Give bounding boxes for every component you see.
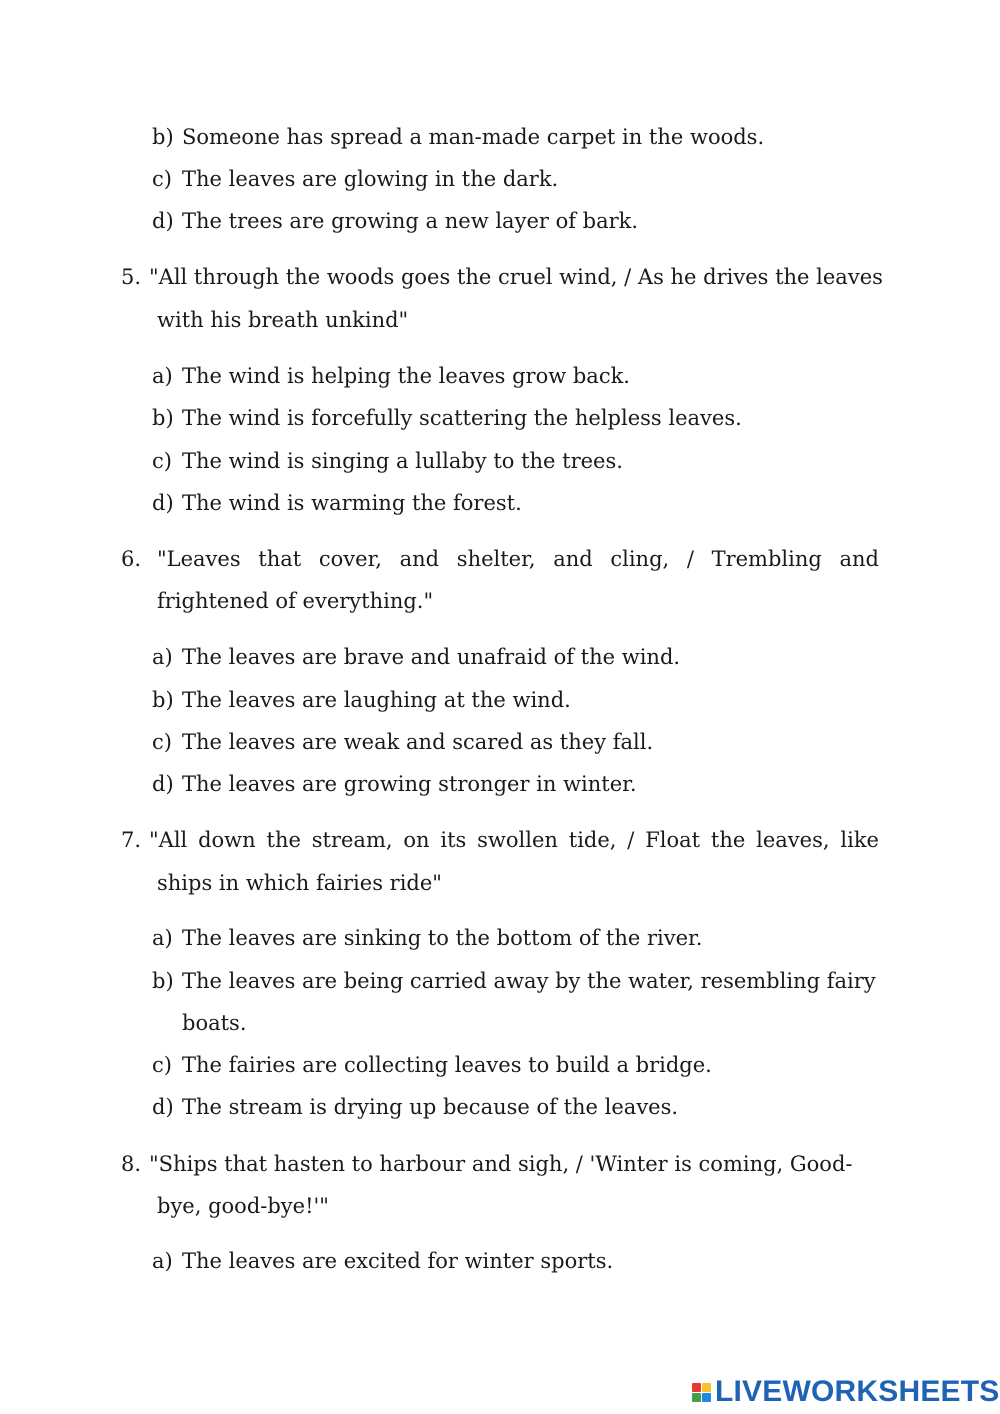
word: that <box>258 547 302 571</box>
option-text: The wind is warming the forest. <box>182 491 522 515</box>
word: leaves, <box>756 828 830 852</box>
q4-option-b[interactable] <box>152 123 764 151</box>
word: the <box>266 828 301 852</box>
option-text: The trees are growing a new layer of bark. <box>182 209 639 233</box>
option-text: The leaves are brave and unafraid of the wind. <box>182 645 681 669</box>
q8-prompt-line1 <box>121 1150 879 1178</box>
word: Float <box>645 828 701 852</box>
word: and <box>839 547 879 571</box>
option-text: The leaves are being carried away by the water, resembling fairy <box>182 969 876 993</box>
word: its <box>440 828 467 852</box>
q6-option-d[interactable] <box>152 770 637 798</box>
option-label: d) <box>152 772 174 796</box>
question-text: "Ships that hasten to harbour and sigh, / 'Winter is coming, Good- <box>149 1152 853 1176</box>
q5-option-b[interactable] <box>152 404 742 432</box>
word: like <box>840 828 879 852</box>
logo-square <box>702 1383 711 1392</box>
option-text: Someone has spread a man-made carpet in the woods. <box>182 125 765 149</box>
q5-option-a[interactable] <box>152 362 630 390</box>
word: and <box>553 547 593 571</box>
word: cover, <box>318 547 382 571</box>
option-label: a) <box>152 364 173 388</box>
word: on <box>403 828 430 852</box>
option-text: The leaves are weak and scared as they fall. <box>182 730 654 754</box>
question-number: 6. <box>121 547 142 571</box>
option-text: The fairies are collecting leaves to build a bridge. <box>182 1053 712 1077</box>
option-text: The leaves are sinking to the bottom of the river. <box>182 926 703 950</box>
q5-option-d[interactable] <box>152 489 522 517</box>
word: Trembling <box>711 547 822 571</box>
word: "Leaves <box>157 547 241 571</box>
word: / <box>686 547 694 571</box>
option-label: a) <box>152 926 173 950</box>
option-label: d) <box>152 1095 174 1119</box>
q6-option-a[interactable] <box>152 643 680 671</box>
option-text: The leaves are growing stronger in winter. <box>182 772 637 796</box>
q4-option-c[interactable] <box>152 165 558 193</box>
option-label: c) <box>152 730 172 754</box>
q4-option-d[interactable] <box>152 207 638 235</box>
word: and <box>399 547 440 571</box>
q5-prompt-line1 <box>121 263 883 291</box>
option-text: The leaves are laughing at the wind. <box>182 688 571 712</box>
logo-square <box>702 1393 711 1402</box>
question-number: 8. <box>121 1152 142 1176</box>
option-text: The stream is drying up because of the leaves. <box>182 1095 679 1119</box>
word: the <box>710 828 746 852</box>
word: stream, <box>311 828 393 852</box>
word: shelter, <box>456 547 536 571</box>
word: / <box>627 828 635 852</box>
question-text <box>157 545 879 573</box>
q7-option-c[interactable] <box>152 1051 712 1079</box>
question-text: "All through the woods goes the cruel wind, / As he drives the leaves <box>149 265 883 289</box>
option-text: The wind is helping the leaves grow back. <box>182 364 630 388</box>
option-label: c) <box>152 449 172 473</box>
question-text <box>149 826 879 854</box>
q8-option-a[interactable] <box>152 1247 613 1275</box>
logo-square <box>692 1393 701 1402</box>
option-label: a) <box>152 645 173 669</box>
option-text: The wind is singing a lullaby to the trees. <box>182 449 623 473</box>
q5-option-c[interactable] <box>152 447 623 475</box>
option-label: c) <box>152 167 172 191</box>
word: "All <box>149 828 188 852</box>
q7-option-d[interactable] <box>152 1093 678 1121</box>
q6-prompt-line2: frightened of everything." <box>157 589 434 613</box>
option-text: The leaves are glowing in the dark. <box>182 167 559 191</box>
question-number: 5. <box>121 265 142 289</box>
q7-option-a[interactable] <box>152 924 702 952</box>
question-number: 7. <box>121 828 142 852</box>
q6-option-c[interactable] <box>152 728 653 756</box>
word: tide, <box>568 828 617 852</box>
q6-prompt-line1 <box>121 545 879 573</box>
option-label: a) <box>152 1249 173 1273</box>
word: swollen <box>477 828 558 852</box>
option-label: d) <box>152 209 174 233</box>
option-label: b) <box>152 125 174 149</box>
q7-prompt-line1 <box>121 826 879 854</box>
word: down <box>198 828 256 852</box>
option-label: b) <box>152 969 174 993</box>
option-label: d) <box>152 491 174 515</box>
option-label: b) <box>152 688 174 712</box>
word: cling, <box>610 547 670 571</box>
q8-prompt-line2: bye, good-bye!'" <box>157 1194 329 1218</box>
option-text: The wind is forcefully scattering the helpless leaves. <box>182 406 742 430</box>
q7-option-b[interactable] <box>152 967 876 995</box>
liveworksheets-logo[interactable] <box>692 1372 1000 1412</box>
logo-text: LIVEWORKSHEETS <box>715 1375 1000 1408</box>
option-text: The leaves are excited for winter sports. <box>182 1249 614 1273</box>
q7-option-b-continuation: boats. <box>182 1011 247 1035</box>
q7-prompt-line2: ships in which fairies ride" <box>157 871 442 895</box>
q5-prompt-line2: with his breath unkind" <box>157 308 409 332</box>
logo-square <box>692 1383 701 1392</box>
option-label: c) <box>152 1053 172 1077</box>
liveworksheets-mark-icon <box>692 1383 711 1402</box>
q6-option-b[interactable] <box>152 686 571 714</box>
option-label: b) <box>152 406 174 430</box>
